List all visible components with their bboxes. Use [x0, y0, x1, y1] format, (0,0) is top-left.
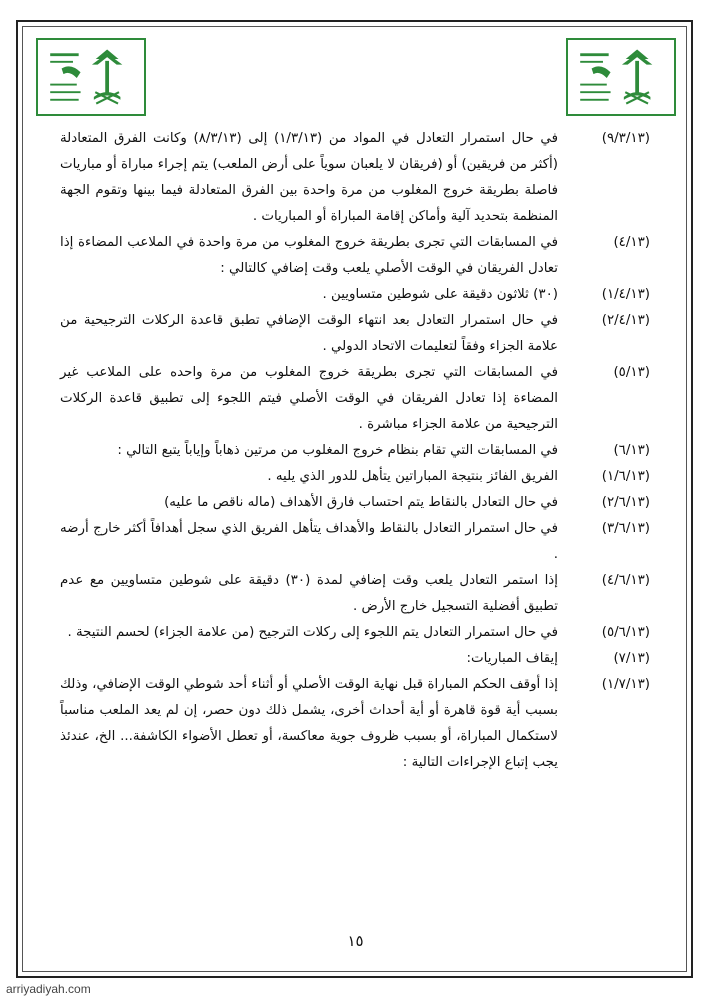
clause-number: (٧/١٣) — [613, 651, 650, 666]
clause-text: في المسابقات التي تجرى بطريقة خروج المغلوب من مرة واحده على الملاعب غير المضاءة إذا تعادل الفريقان في الوقت الأصلي فيتم اللجوء إلى تطبيق قاعدة الركلات الترجيحية من علامة الجزاء مباشرة . — [60, 365, 558, 432]
clause-2-6-13 — [60, 490, 650, 516]
clause-5-6-13 — [60, 620, 650, 646]
clause-text: في حال استمرار التعادل يتم اللجوء إلى ركلات الترجيح (من علامة الجزاء) لحسم النتيجة . — [67, 625, 558, 640]
clause-number: (٤/١٣) — [613, 235, 650, 250]
clause-text: في المسابقات التي تجرى بطريقة خروج المغلوب من مرة واحدة في الملاعب المضاءة إذا تعادل الفريقان في الوقت الأصلي يلعب وقت إضافي كالتالي : — [60, 235, 558, 276]
source-watermark: arriyadiyah.com — [6, 982, 91, 996]
clause-6-13 — [60, 438, 650, 464]
palm-swords-logo-icon — [568, 40, 674, 114]
clause-text: في حال استمرار التعادل في المواد من (١/٣/١٣) إلى (٨/٣/١٣) وكانت الفرق المتعادلة (أكثر من فريقين) أو (فريقان لا يلعبان سوياً على أرض الملعب) يتم إجراء مباراة أو مباريات فاصلة بطريقة خروج المغلوب من مرة واحدة بين الفرق المتعادلة فيما بينها وتقوم الجهة المنظمة بتحديد آلية وأماكن إقامة المباراة أو المباريات . — [60, 131, 558, 224]
clause-text: (٣٠) ثلاثون دقيقة على شوطين متساويين . — [322, 287, 558, 302]
clause-text: إذا أوقف الحكم المباراة قبل نهاية الوقت الأصلي أو أثناء أحد شوطي الوقت الإضافي، وذلك بسبب أية قوة قاهرة أو أية أحداث أخرى، يشمل ذلك دون حصر، إن لم يعد الملعب مناسباً لاستكمال المباراة، أو بسبب ظروف جوية معاكسة، أو تعطل الأضواء الكاشفة... الخ، عندئذ يجب إتباع الإجراءات التالية : — [60, 677, 558, 770]
clause-text: إيقاف المباريات: — [466, 651, 558, 666]
clause-text: إذا استمر التعادل يلعب وقت إضافي لمدة (٣٠) دقيقة على شوطين متساويين مع عدم تطبيق أفضلية التسجيل خارج الأرض . — [60, 573, 558, 614]
clause-number: (٩/٣/١٣) — [601, 131, 650, 146]
clause-7-13 — [60, 646, 650, 672]
clause-text: في حال استمرار التعادل بعد انتهاء الوقت الإضافي تطبق قاعدة الركلات الترجيحية من علامة الجزاء وفقاً لتعليمات الاتحاد الدولي . — [60, 313, 558, 354]
federation-logo-left — [36, 38, 146, 116]
clause-text: الفريق الفائز بنتيجة المباراتين يتأهل للدور الذي يليه . — [267, 469, 558, 484]
clause-9-3-13 — [60, 126, 650, 230]
clause-number: (١/٤/١٣) — [601, 287, 650, 302]
clause-number: (٣/٦/١٣) — [601, 521, 650, 536]
clause-number: (١/٦/١٣) — [601, 469, 650, 484]
clause-1-6-13 — [60, 464, 650, 490]
clause-number: (٤/٦/١٣) — [601, 573, 650, 588]
federation-logo-right — [566, 38, 676, 116]
clause-number: (١/٧/١٣) — [601, 677, 650, 692]
clause-3-6-13 — [60, 516, 650, 568]
regulation-text — [60, 126, 650, 776]
clause-1-7-13 — [60, 672, 650, 776]
clause-2-4-13 — [60, 308, 650, 360]
clause-text: في حال التعادل بالنقاط يتم احتساب فارق الأهداف (ماله ناقص ما عليه) — [164, 495, 558, 510]
clause-5-13 — [60, 360, 650, 438]
clause-number: (٢/٤/١٣) — [601, 313, 650, 328]
clause-number: (٥/١٣) — [613, 365, 650, 380]
clause-4-6-13 — [60, 568, 650, 620]
clause-text: في حال استمرار التعادل بالنقاط والأهداف يتأهل الفريق الذي سجل أهدافاً أكثر خارج أرضه . — [60, 521, 558, 562]
clause-text: في المسابقات التي تقام بنظام خروج المغلوب من مرتين ذهاباً وإياباً يتبع التالي : — [117, 443, 558, 458]
clause-4-13 — [60, 230, 650, 282]
clause-number: (٦/١٣) — [613, 443, 650, 458]
clause-number: (٥/٦/١٣) — [601, 625, 650, 640]
palm-swords-logo-icon — [38, 40, 144, 114]
clause-1-4-13 — [60, 282, 650, 308]
clause-number: (٢/٦/١٣) — [601, 495, 650, 510]
page-number: ١٥ — [347, 932, 364, 950]
